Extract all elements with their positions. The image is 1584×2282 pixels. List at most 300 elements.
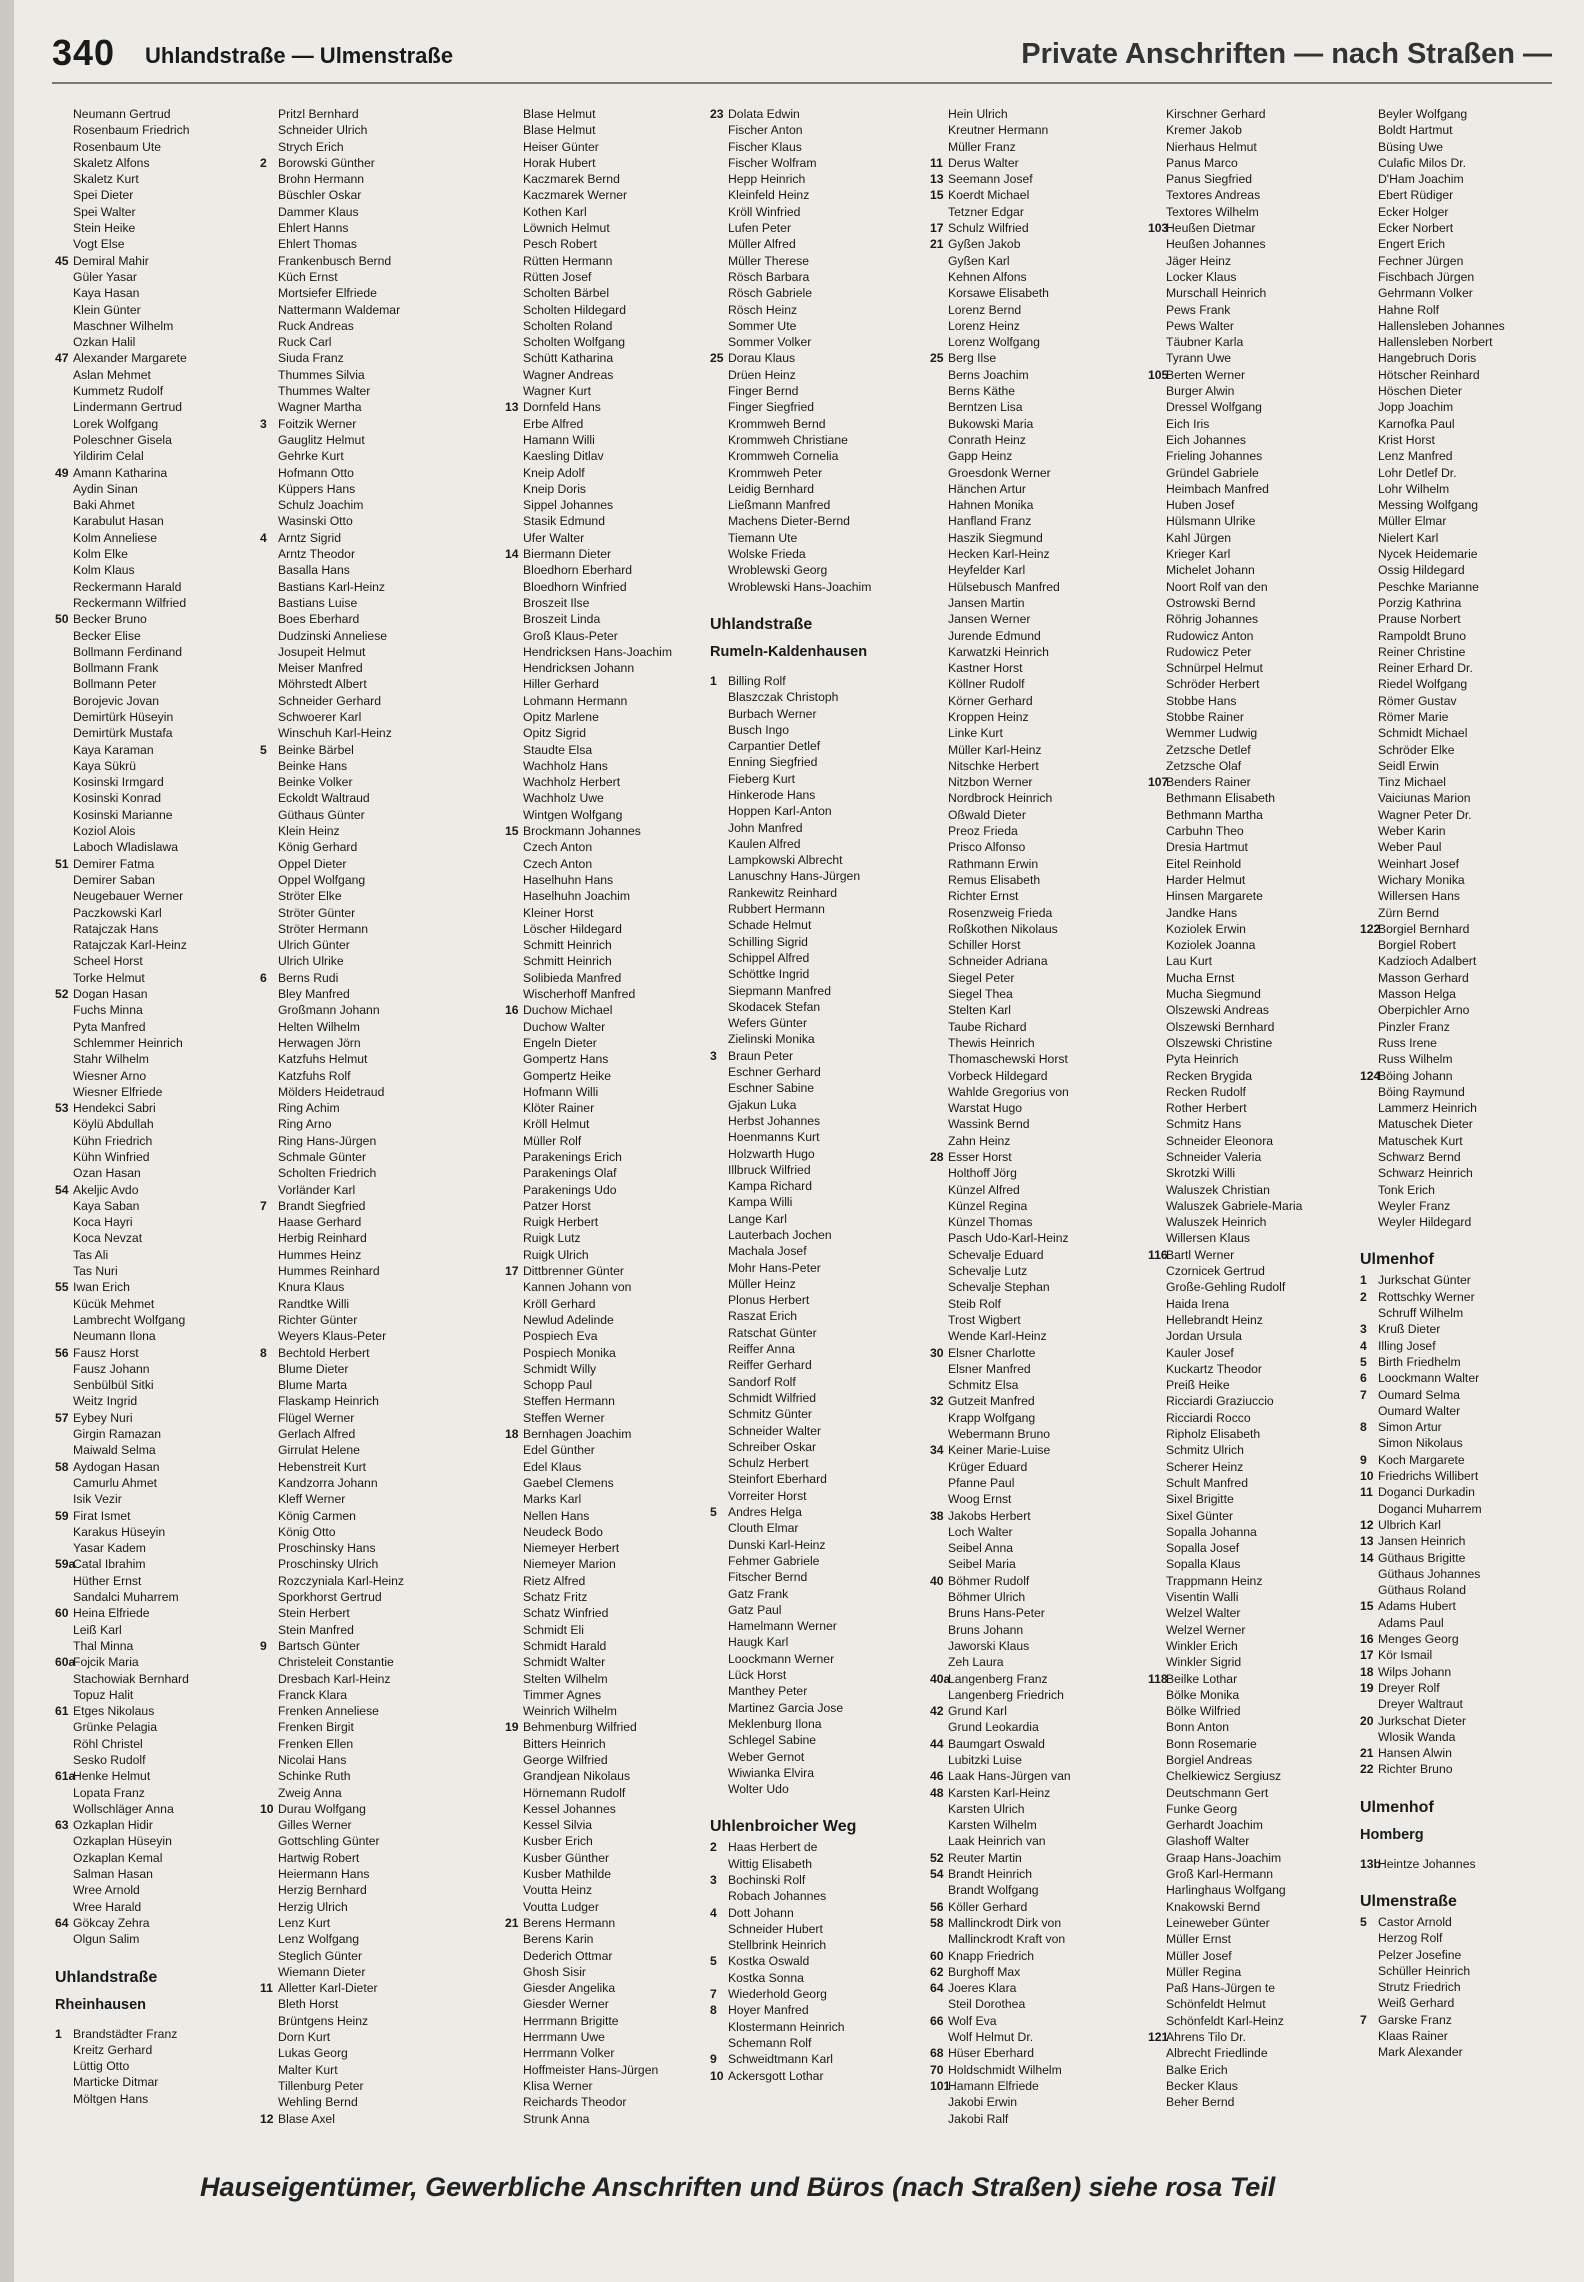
resident-name: Kör Ismail bbox=[1378, 1648, 1433, 1663]
resident-name: Sommer Ute bbox=[728, 318, 797, 333]
resident-entry bbox=[710, 689, 925, 705]
resident-entry bbox=[260, 546, 475, 562]
resident-entry bbox=[55, 1817, 270, 1833]
house-number: 60 bbox=[930, 1948, 944, 1963]
house-number: 13b bbox=[1360, 1856, 1382, 1871]
resident-entry bbox=[55, 1752, 270, 1768]
resident-entry bbox=[505, 1263, 720, 1279]
resident-name: Braun Peter bbox=[728, 1048, 794, 1063]
resident-entry bbox=[260, 790, 475, 806]
resident-entry bbox=[55, 1247, 270, 1263]
house-number: 52 bbox=[55, 987, 69, 1002]
resident-name: Wiesner Elfriede bbox=[73, 1084, 163, 1099]
resident-name: Porzig Kathrina bbox=[1378, 595, 1462, 610]
resident-entry bbox=[55, 1345, 270, 1361]
resident-name: Berens Hermann bbox=[523, 1915, 616, 1930]
resident-name: Ossig Hildegard bbox=[1378, 563, 1465, 578]
resident-entry bbox=[1148, 1866, 1363, 1882]
resident-entry bbox=[260, 644, 475, 660]
resident-entry bbox=[1360, 350, 1575, 366]
resident-entry bbox=[710, 1325, 925, 1341]
resident-name: Martinez Garcia Jose bbox=[728, 1700, 844, 1715]
resident-entry bbox=[1360, 253, 1575, 269]
resident-name: Ruck Carl bbox=[278, 335, 332, 350]
resident-name: König Otto bbox=[278, 1524, 336, 1539]
resident-name: Hangebruch Doris bbox=[1378, 351, 1477, 366]
resident-name: Harder Helmut bbox=[1166, 872, 1246, 887]
resident-entry bbox=[1148, 1719, 1363, 1735]
resident-name: Lück Horst bbox=[728, 1668, 787, 1683]
resident-name: Brohn Hermann bbox=[278, 172, 365, 187]
resident-name: Nicolai Hans bbox=[278, 1752, 347, 1767]
resident-name: Schevalje Stephan bbox=[948, 1280, 1050, 1295]
resident-entry bbox=[710, 1471, 925, 1487]
resident-entry bbox=[505, 383, 720, 399]
resident-entry bbox=[55, 970, 270, 986]
resident-name: Kuckartz Theodor bbox=[1166, 1361, 1262, 1376]
resident-name: Küch Ernst bbox=[278, 269, 338, 284]
resident-name: Beyler Wolfgang bbox=[1378, 107, 1468, 121]
resident-entry bbox=[710, 1537, 925, 1553]
resident-entry bbox=[55, 302, 270, 318]
resident-entry bbox=[55, 1508, 270, 1524]
resident-name: Salman Hasan bbox=[73, 1867, 153, 1882]
resident-entry bbox=[710, 285, 925, 301]
resident-entry bbox=[55, 334, 270, 350]
resident-name: Hellebrandt Heinz bbox=[1166, 1312, 1263, 1327]
resident-name: Stobbe Rainer bbox=[1166, 709, 1244, 724]
house-number: 30 bbox=[930, 1345, 944, 1360]
resident-entry bbox=[1148, 562, 1363, 578]
section-title: Private Anschriften — nach Straßen — bbox=[1021, 38, 1552, 70]
resident-name: Rütten Hermann bbox=[523, 253, 613, 268]
resident-entry bbox=[1360, 481, 1575, 497]
resident-entry bbox=[505, 1328, 720, 1344]
resident-name: Taube Richard bbox=[948, 1019, 1027, 1034]
resident-entry bbox=[260, 1459, 475, 1475]
resident-name: Beinke Volker bbox=[278, 775, 353, 790]
resident-name: Borgiel Robert bbox=[1378, 938, 1456, 953]
resident-entry bbox=[930, 1312, 1145, 1328]
resident-name: Wagner Andreas bbox=[523, 367, 614, 382]
house-number: 17 bbox=[930, 221, 944, 236]
resident-name: Jurende Edmund bbox=[948, 628, 1041, 643]
resident-entry bbox=[260, 465, 475, 481]
resident-name: Ecker Norbert bbox=[1378, 221, 1454, 236]
resident-name: Schmitt Heinrich bbox=[523, 954, 612, 969]
resident-name: Lenz Manfred bbox=[1378, 449, 1453, 464]
resident-entry bbox=[260, 1475, 475, 1491]
resident-entry bbox=[1148, 1116, 1363, 1132]
resident-entry bbox=[710, 1374, 925, 1390]
resident-name: Willersen Klaus bbox=[1166, 1231, 1250, 1246]
resident-entry bbox=[1360, 1165, 1575, 1181]
resident-entry bbox=[930, 1410, 1145, 1426]
resident-entry bbox=[1148, 139, 1363, 155]
resident-name: Prause Norbert bbox=[1378, 612, 1461, 627]
house-number: 13 bbox=[930, 172, 944, 187]
resident-name: Preiß Heike bbox=[1166, 1378, 1230, 1393]
resident-name: Hoffmeister Hans-Jürgen bbox=[523, 2062, 659, 2077]
resident-entry bbox=[505, 187, 720, 203]
resident-name: Fischbach Jürgen bbox=[1378, 269, 1475, 284]
resident-name: Wemmer Ludwig bbox=[1166, 726, 1258, 741]
resident-name: Culafic Milos Dr. bbox=[1378, 155, 1467, 170]
resident-name: Klein Heinz bbox=[278, 824, 340, 839]
resident-entry bbox=[1360, 367, 1575, 383]
resident-name: Hummes Reinhard bbox=[278, 1264, 380, 1279]
resident-name: Ring Arno bbox=[278, 1117, 332, 1132]
resident-entry bbox=[1360, 1566, 1575, 1582]
resident-entry bbox=[1360, 1745, 1575, 1761]
resident-name: Heußen Johannes bbox=[1166, 237, 1266, 252]
resident-entry bbox=[930, 1964, 1145, 1980]
resident-entry bbox=[1360, 1930, 1575, 1946]
resident-entry bbox=[710, 1856, 925, 1872]
resident-name: Hepp Heinrich bbox=[728, 172, 806, 187]
resident-name: Haida Irena bbox=[1166, 1296, 1230, 1311]
resident-name: Ozkaplan Hidir bbox=[73, 1818, 153, 1833]
street-heading: Uhlenbroicher Weg bbox=[710, 1818, 857, 1836]
street-heading: Ulmenhof bbox=[1360, 1251, 1434, 1269]
resident-name: Marticke Ditmar bbox=[73, 2075, 159, 2090]
resident-name: Henke Helmut bbox=[73, 1769, 151, 1784]
resident-entry bbox=[260, 481, 475, 497]
resident-name: Ehlert Thomas bbox=[278, 237, 358, 252]
resident-name: Wachholz Herbert bbox=[523, 775, 621, 790]
resident-name: Heiser Günter bbox=[523, 139, 599, 154]
resident-name: Broszeit Ilse bbox=[523, 595, 590, 610]
resident-name: Herwagen Jörn bbox=[278, 1035, 361, 1050]
resident-name: Baumgart Oswald bbox=[948, 1736, 1045, 1751]
resident-name: Kreutner Hermann bbox=[948, 123, 1049, 138]
resident-name: Josupeit Helmut bbox=[278, 644, 366, 659]
resident-entry bbox=[505, 1524, 720, 1540]
resident-name: Scheel Horst bbox=[73, 954, 143, 969]
resident-entry bbox=[505, 888, 720, 904]
resident-name: Herzog Rolf bbox=[1378, 1931, 1443, 1946]
resident-name: Karabulut Hasan bbox=[73, 514, 164, 529]
resident-name: Röhrig Johannes bbox=[1166, 612, 1259, 627]
resident-name: Plonus Herbert bbox=[728, 1293, 810, 1308]
resident-entry bbox=[260, 1703, 475, 1719]
resident-name: Hörnemann Rudolf bbox=[523, 1785, 626, 1800]
resident-name: Hüser Eberhard bbox=[948, 2046, 1035, 2061]
resident-name: Ehlert Hanns bbox=[278, 221, 349, 236]
resident-entry bbox=[1360, 742, 1575, 758]
resident-name: Schmitt Heinrich bbox=[523, 938, 612, 953]
resident-name: Koch Margarete bbox=[1378, 1452, 1465, 1467]
resident-entry bbox=[1148, 1882, 1363, 1898]
resident-entry bbox=[55, 1833, 270, 1849]
resident-entry bbox=[710, 1618, 925, 1634]
resident-entry bbox=[1360, 1713, 1575, 1729]
resident-name: Brandt Siegfried bbox=[278, 1198, 366, 1213]
resident-entry bbox=[260, 953, 475, 969]
resident-entry bbox=[55, 628, 270, 644]
resident-entry bbox=[1148, 1508, 1363, 1524]
resident-entry bbox=[1148, 905, 1363, 921]
resident-entry bbox=[930, 1133, 1145, 1149]
resident-entry bbox=[1148, 1671, 1363, 1687]
resident-name: Firat Ismet bbox=[73, 1508, 131, 1523]
resident-entry bbox=[930, 1459, 1145, 1475]
resident-entry bbox=[930, 1019, 1145, 1035]
resident-entry bbox=[505, 1736, 720, 1752]
resident-entry bbox=[1360, 204, 1575, 220]
resident-name: Becker Bruno bbox=[73, 612, 147, 627]
resident-name: Krommweh Peter bbox=[728, 465, 823, 480]
resident-entry bbox=[260, 595, 475, 611]
resident-name: Müller Elmar bbox=[1378, 514, 1447, 529]
resident-name: Burbach Werner bbox=[728, 706, 817, 721]
resident-entry bbox=[55, 1312, 270, 1328]
resident-name: Becker Elise bbox=[73, 628, 141, 643]
resident-entry bbox=[55, 644, 270, 660]
resident-name: Ahrens Tilo Dr. bbox=[1166, 2030, 1246, 2045]
resident-name: Gründel Gabriele bbox=[1166, 465, 1259, 480]
resident-name: Stelten Wilhelm bbox=[523, 1671, 608, 1686]
resident-entry bbox=[505, 921, 720, 937]
resident-entry bbox=[55, 139, 270, 155]
resident-entry bbox=[260, 774, 475, 790]
resident-name: Loockmann Werner bbox=[728, 1651, 835, 1666]
resident-entry bbox=[710, 706, 925, 722]
resident-entry bbox=[1148, 1230, 1363, 1246]
resident-name: Andres Helga bbox=[728, 1505, 802, 1520]
house-number: 4 bbox=[260, 530, 267, 545]
resident-entry bbox=[710, 1260, 925, 1276]
resident-entry bbox=[1148, 530, 1363, 546]
resident-entry bbox=[260, 725, 475, 741]
resident-entry bbox=[710, 1194, 925, 1210]
resident-name: Sporkhorst Gertrud bbox=[278, 1590, 382, 1605]
resident-name: Proschinsky Hans bbox=[278, 1541, 376, 1556]
resident-name: Bollmann Ferdinand bbox=[73, 644, 183, 659]
house-number: 7 bbox=[1360, 1387, 1367, 1402]
house-number: 17 bbox=[505, 1264, 519, 1279]
resident-entry bbox=[505, 774, 720, 790]
resident-entry bbox=[930, 1279, 1145, 1295]
resident-entry bbox=[260, 1687, 475, 1703]
resident-entry bbox=[1360, 432, 1575, 448]
house-number: 59a bbox=[55, 1557, 76, 1572]
resident-entry bbox=[260, 1540, 475, 1556]
resident-entry bbox=[1148, 1524, 1363, 1540]
resident-entry bbox=[710, 820, 925, 836]
resident-name: Haase Gerhard bbox=[278, 1215, 362, 1230]
resident-entry bbox=[55, 465, 270, 481]
house-number: 10 bbox=[260, 1801, 274, 1816]
resident-name: Gilles Werner bbox=[278, 1818, 352, 1833]
resident-entry bbox=[930, 2111, 1145, 2127]
resident-name: Büsing Uwe bbox=[1378, 139, 1444, 154]
resident-name: Wichary Monika bbox=[1378, 872, 1465, 887]
resident-entry bbox=[1360, 1963, 1575, 1979]
resident-name: Aslan Mehmet bbox=[73, 367, 151, 382]
resident-name: Ruigk Ulrich bbox=[523, 1247, 589, 1262]
resident-name: Dott Johann bbox=[728, 1905, 794, 1920]
resident-name: Gatz Paul bbox=[728, 1602, 782, 1617]
resident-entry bbox=[55, 1899, 270, 1915]
resident-name: Schade Helmut bbox=[728, 918, 812, 933]
resident-name: Borowski Günther bbox=[278, 155, 375, 170]
resident-entry bbox=[505, 2045, 720, 2061]
resident-entry bbox=[260, 1882, 475, 1898]
resident-name: Hülsmann Ulrike bbox=[1166, 514, 1256, 529]
resident-entry bbox=[260, 1182, 475, 1198]
resident-name: Schulz Joachim bbox=[278, 498, 364, 513]
resident-entry bbox=[710, 917, 925, 933]
resident-name: Klaas Rainer bbox=[1378, 2029, 1448, 2044]
resident-name: Tonk Erich bbox=[1378, 1182, 1435, 1197]
resident-entry bbox=[1360, 2044, 1575, 2060]
house-number: 8 bbox=[260, 1345, 267, 1360]
resident-entry bbox=[260, 1149, 475, 1165]
resident-entry bbox=[505, 1556, 720, 1572]
resident-entry bbox=[505, 1442, 720, 1458]
resident-entry bbox=[505, 1719, 720, 1735]
resident-name: Mallinckrodt Dirk von bbox=[948, 1915, 1062, 1930]
resident-entry bbox=[710, 220, 925, 236]
resident-entry bbox=[55, 1426, 270, 1442]
resident-name: Ulrich Ulrike bbox=[278, 954, 344, 969]
resident-name: Korsawe Elisabeth bbox=[948, 286, 1049, 301]
resident-name: Güthaus Roland bbox=[1378, 1583, 1467, 1598]
resident-name: Hinkerode Hans bbox=[728, 787, 816, 802]
resident-name: Robach Johannes bbox=[728, 1889, 827, 1904]
resident-entry bbox=[505, 986, 720, 1002]
resident-entry bbox=[930, 204, 1145, 220]
resident-entry bbox=[505, 334, 720, 350]
resident-name: Richter Ernst bbox=[948, 889, 1019, 904]
resident-entry bbox=[260, 856, 475, 872]
resident-name: Ebert Rüdiger bbox=[1378, 188, 1454, 203]
resident-name: Machens Dieter-Bernd bbox=[728, 514, 850, 529]
resident-name: Oppel Dieter bbox=[278, 856, 347, 871]
resident-name: Derus Walter bbox=[948, 155, 1019, 170]
resident-entry bbox=[930, 1508, 1145, 1524]
resident-name: Pews Walter bbox=[1166, 318, 1234, 333]
resident-name: Borgiel Bernhard bbox=[1378, 921, 1470, 936]
resident-entry bbox=[710, 367, 925, 383]
house-number: 5 bbox=[1360, 1914, 1367, 1929]
resident-entry bbox=[930, 1165, 1145, 1181]
resident-entry bbox=[55, 611, 270, 627]
resident-entry bbox=[1148, 285, 1363, 301]
house-number: 12 bbox=[260, 2111, 274, 2126]
resident-name: Kadzioch Adalbert bbox=[1378, 954, 1477, 969]
resident-entry bbox=[930, 937, 1145, 953]
resident-name: Wahlde Gregorius von bbox=[948, 1084, 1069, 1099]
resident-name: Deutschmann Gert bbox=[1166, 1785, 1269, 1800]
resident-entry bbox=[505, 1703, 720, 1719]
resident-entry bbox=[1360, 1051, 1575, 1067]
resident-name: Gerlach Alfred bbox=[278, 1427, 356, 1442]
footer-note: Hauseigentümer, Gewerbliche Anschriften und Büros (nach Straßen) siehe rosa Teil bbox=[200, 2172, 1276, 2202]
resident-entry bbox=[930, 1393, 1145, 1409]
resident-name: Lopata Franz bbox=[73, 1785, 145, 1800]
directory-column bbox=[260, 106, 475, 2127]
resident-entry bbox=[710, 187, 925, 203]
resident-name: Oumard Walter bbox=[1378, 1403, 1461, 1418]
resident-entry bbox=[505, 1182, 720, 1198]
resident-name: Boes Eberhard bbox=[278, 612, 360, 627]
resident-name: Kostka Oswald bbox=[728, 1954, 810, 1969]
house-number: 16 bbox=[505, 1003, 519, 1018]
resident-entry bbox=[55, 383, 270, 399]
resident-name: Weyler Hildegard bbox=[1378, 1215, 1472, 1230]
house-number: 103 bbox=[1148, 221, 1169, 236]
resident-name: Wolf Helmut Dr. bbox=[948, 2030, 1034, 2045]
resident-name: Rubbert Hermann bbox=[728, 902, 825, 917]
resident-entry bbox=[260, 1817, 475, 1833]
resident-entry bbox=[1360, 1354, 1575, 1370]
resident-entry bbox=[930, 856, 1145, 872]
resident-name: Zweig Anna bbox=[278, 1785, 342, 1800]
resident-entry bbox=[55, 1019, 270, 1035]
resident-entry bbox=[710, 1749, 925, 1765]
resident-entry bbox=[1360, 1019, 1575, 1035]
resident-name: Gottschling Günter bbox=[278, 1834, 380, 1849]
house-number: 3 bbox=[260, 416, 267, 431]
resident-name: Dudzinski Anneliese bbox=[278, 628, 388, 643]
resident-name: Laboch Wladislawa bbox=[73, 840, 179, 855]
resident-entry bbox=[505, 448, 720, 464]
resident-name: Schulz Herbert bbox=[728, 1456, 809, 1471]
resident-entry bbox=[930, 1752, 1145, 1768]
house-number: 44 bbox=[930, 1736, 944, 1751]
resident-entry bbox=[260, 1996, 475, 2012]
resident-entry bbox=[260, 1980, 475, 1996]
resident-entry bbox=[505, 1605, 720, 1621]
resident-name: Klöter Rainer bbox=[523, 1101, 595, 1116]
resident-name: Jandke Hans bbox=[1166, 905, 1238, 920]
resident-entry bbox=[930, 2013, 1145, 2029]
resident-name: Wolske Frieda bbox=[728, 547, 806, 562]
resident-entry bbox=[1360, 383, 1575, 399]
resident-name: Güthaus Johannes bbox=[1378, 1566, 1481, 1581]
resident-entry bbox=[930, 187, 1145, 203]
resident-name: Gauglitz Helmut bbox=[278, 432, 365, 447]
resident-entry bbox=[930, 986, 1145, 1002]
resident-entry bbox=[505, 2029, 720, 2045]
resident-entry bbox=[710, 106, 925, 122]
resident-name: Woog Ernst bbox=[948, 1492, 1012, 1507]
resident-entry bbox=[1148, 1915, 1363, 1931]
resident-name: Kreitz Gerhard bbox=[73, 2042, 153, 2057]
resident-name: Garske Franz bbox=[1378, 2012, 1452, 2027]
resident-entry bbox=[1148, 1638, 1363, 1654]
resident-name: Bochinski Rolf bbox=[728, 1872, 806, 1887]
resident-name: Künzel Thomas bbox=[948, 1215, 1033, 1230]
resident-entry bbox=[55, 937, 270, 953]
resident-entry bbox=[710, 1015, 925, 1031]
resident-name: Machala Josef bbox=[728, 1244, 807, 1259]
resident-name: Hoyer Manfred bbox=[728, 2003, 809, 2018]
resident-entry bbox=[55, 1589, 270, 1605]
resident-name: Hamelmann Werner bbox=[728, 1619, 837, 1634]
resident-name: Nitzbon Werner bbox=[948, 775, 1033, 790]
resident-name: Tillenburg Peter bbox=[278, 2078, 364, 2093]
resident-name: Lanuschny Hans-Jürgen bbox=[728, 869, 861, 884]
resident-entry bbox=[710, 1308, 925, 1324]
resident-name: Köller Gerhard bbox=[948, 1899, 1028, 1914]
resident-entry bbox=[505, 758, 720, 774]
page-header bbox=[52, 28, 1552, 78]
resident-entry bbox=[930, 1540, 1145, 1556]
resident-name: Herzig Ulrich bbox=[278, 1899, 348, 1914]
